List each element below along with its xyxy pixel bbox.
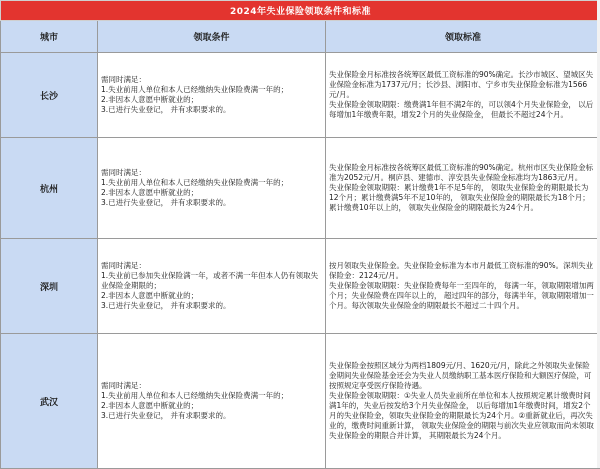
conditions-line: 3.已进行失业登记， 并有求职要求的。 <box>101 198 322 208</box>
standards-paragraph: 失业保险金月标准按各统筹区最低工资标准的90%确定。长沙市城区、望城区失业保险金标准为1737元/月；长沙县、浏阳市、宁乡市失业保险金标准为1566元/月。 <box>329 70 597 100</box>
conditions-cell <box>98 53 326 138</box>
city-cell: 深圳 <box>1 239 98 334</box>
conditions-line: 3.已进行失业登记， 并有求职要求的。 <box>101 105 322 115</box>
conditions-line: 需同时满足： <box>101 261 322 271</box>
standards-paragraph: 按月领取失业保险金。失业保险金标准为本市月最低工资标准的90%。深圳失业保险金：2124元/月。 <box>329 261 597 281</box>
table-row <box>1 239 600 334</box>
conditions-line: 2.非因本人意愿中断就业的； <box>101 401 322 411</box>
conditions-line: 1.失业前用人单位和本人已经缴纳失业保险费满一年的； <box>101 391 322 401</box>
conditions-line: 需同时满足： <box>101 381 322 391</box>
table-title: 2024年失业保险领取条件和标准 <box>1 1 600 21</box>
conditions-line: 1.失业前用人单位和本人已经缴纳失业保险费满一年的； <box>101 85 322 95</box>
table-row <box>1 334 600 469</box>
standards-paragraph: 失业保险金月标准按各统筹区最低工资标准的90%确定。杭州市区失业保险金标准为2052元/月。桐庐县、建德市、淳安县失业保险金标准均为1863元/月。 <box>329 163 597 183</box>
standards-cell <box>326 334 600 469</box>
header-row <box>1 21 600 53</box>
conditions-cell <box>98 239 326 334</box>
conditions-line: 2.非因本人意愿中断就业的； <box>101 188 322 198</box>
conditions-line: 2.非因本人意愿中断就业的； <box>101 95 322 105</box>
conditions-line: 1.失业前已参加失业保险满一年，或者不满一年但本人仍有领取失业保险金期限的； <box>101 271 322 291</box>
standards-paragraph: 失业保险金领取期限：失业保险费每年一至四年的， 每满一年，领取期限增加两个月；失业保险费在四年以上的， 超过四年的部分，每满半年，领取期限增加一个月。每次领取失业保险金的期限最长不超过二十四个月。 <box>329 281 597 311</box>
standards-cell <box>326 53 600 138</box>
standards-cell <box>326 138 600 239</box>
table-row <box>1 138 600 239</box>
city-cell: 长沙 <box>1 53 98 138</box>
standards-paragraph: 失业保险金领取期限：累计缴费1年不足5年的， 领取失业保险金的期限最长为12个月；累计缴费满5年不足10年的， 领取失业保险金的期限最长为18个月；累计缴费10年以上的， 领取失业保险金的期限最长为24个月。 <box>329 183 597 213</box>
table-row <box>1 53 600 138</box>
standards-paragraph: 失业保险金按照区域分为两档1809元/月、1620元/月，除此之外领取失业保险金期间失业保险基金还会为失业人员缴纳职工基本医疗保险和大额医疗保险，可按照规定享受医疗保险待遇。 <box>329 361 597 391</box>
conditions-line: 1.失业前用人单位和本人已经缴纳失业保险费满一年的； <box>101 178 322 188</box>
standards-cell <box>326 239 600 334</box>
conditions-line: 3.已进行失业登记， 并有求职要求的。 <box>101 301 322 311</box>
conditions-cell <box>98 138 326 239</box>
header-city: 城市 <box>1 21 98 53</box>
conditions-line: 3.已进行失业登记， 并有求职要求的。 <box>101 411 322 421</box>
conditions-line: 2.非因本人意愿中断就业的； <box>101 291 322 301</box>
standards-paragraph: 失业保险金领取期限：①失业人员失业前所在单位和本人按照规定累计缴费时间满1年的，失业后按发给3个月失业保险金， 以后每增加1年缴费时间，增发2个月的失业保险金，领取失业保险金的期限最长为24个月。②重新就业后，再次失业的，缴费时间重新计算， 领取失业保险金的期限与前次失业应领取而尚未领取失业保险金的期限合并计算， 其期限最长为24个月。 <box>329 391 597 441</box>
standards-paragraph: 失业保险金领取期限：缴费满1年但不满2年的，可以领4个月失业保险金， 以后每增加1年缴费年限，增发2个月的失业保险金， 但最长不超过24个月。 <box>329 100 597 120</box>
header-conditions: 领取条件 <box>98 21 326 53</box>
header-standards: 领取标准 <box>326 21 600 53</box>
city-cell: 武汉 <box>1 334 98 469</box>
city-cell: 杭州 <box>1 138 98 239</box>
title-row <box>1 1 600 21</box>
conditions-line: 需同时满足： <box>101 168 322 178</box>
conditions-line: 需同时满足： <box>101 75 322 85</box>
conditions-cell <box>98 334 326 469</box>
